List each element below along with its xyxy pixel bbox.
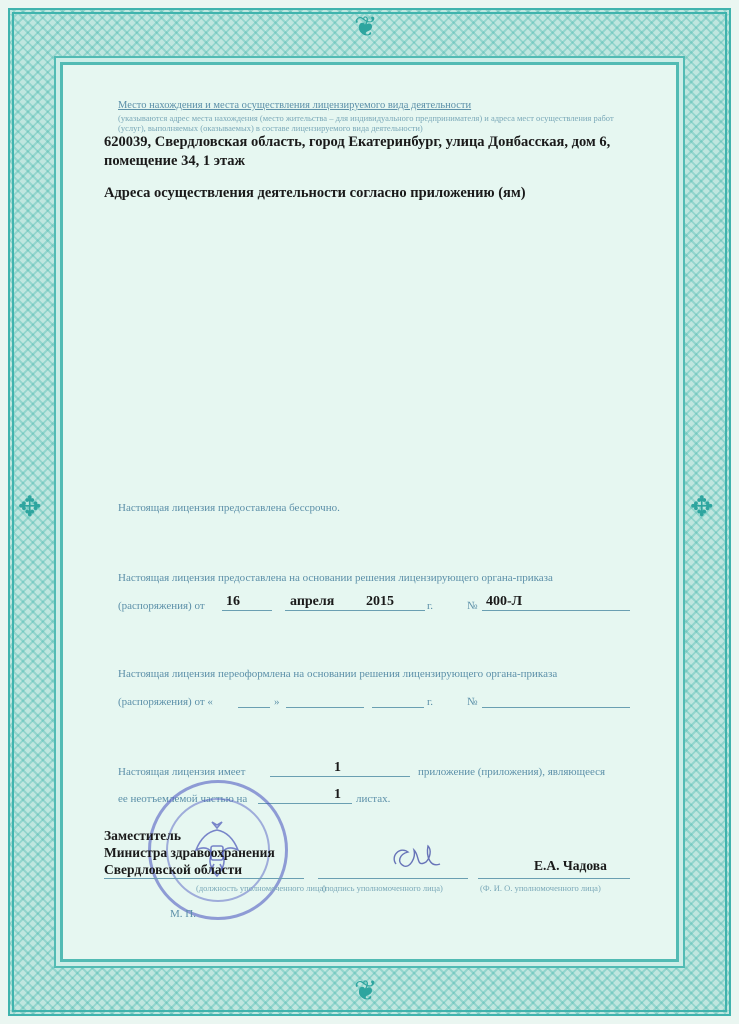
caption-name: (Ф. И. О. уполномоченного лица) (480, 883, 601, 893)
basis-month: апреля (290, 594, 335, 609)
signatory-title-1: Заместитель (104, 828, 181, 843)
signatory-name: Е.А. Чадова (534, 858, 607, 873)
basis-day: 16 (226, 594, 240, 609)
address-line-2: помещение 34, 1 этаж (104, 153, 246, 169)
signatory-title-2: Министра здравоохранения (104, 845, 275, 860)
basis-year: 2015 (366, 594, 394, 609)
term-text: Настоящая лицензия предоставлена бессрочно. (118, 502, 340, 514)
caption-position: (должность уполномоченного лица) (196, 883, 327, 893)
basis-number: 400-Л (486, 594, 523, 609)
location-heading: Место нахождения и места осуществления лицензируемого вида деятельности (118, 100, 472, 111)
basis-year-suffix: г. (427, 600, 434, 612)
bottom-ornament-icon: ❦ (354, 976, 378, 1007)
top-ornament-icon: ❦ (354, 12, 378, 43)
caption-signature: (подпись уполномоченного лица) (322, 883, 443, 893)
annex-line-2-prefix: ее неотъемлемой частью на (118, 793, 248, 805)
reissue-year-suffix: г. (427, 696, 434, 708)
annex-note: Адреса осуществления деятельности согласно приложению (ям) (104, 185, 526, 201)
left-ornament-icon: ✥ (18, 492, 42, 523)
annex-sheets: 1 (334, 787, 341, 802)
address-line-1: 620039, Свердловская область, город Екатеринбург, улица Донбасская, дом 6, (104, 134, 611, 150)
signatory-title-3: Свердловской области (104, 862, 243, 877)
reissue-line-1: Настоящая лицензия переоформлена на основании решения лицензирующего органа-приказа (118, 668, 558, 680)
annex-line-1-prefix: Настоящая лицензия имеет (118, 766, 246, 778)
basis-line-1: Настоящая лицензия предоставлена на основании решения лицензирующего органа-приказа (118, 572, 553, 584)
basis-prefix: (распоряжения) от (118, 600, 205, 612)
location-hint: (указываются адрес места нахождения (место жительства – для индивидуального предпринимателя) и адреса мест осуществления работ (услуг), выполняемых (оказываемых) в составе лицензируемого вида деятельности) (118, 113, 614, 133)
annex-line-2-suffix: листах. (356, 793, 391, 805)
annex-line-1-suffix: приложение (приложения), являющееся (418, 766, 606, 778)
handwritten-signature (386, 838, 448, 878)
basis-number-sign: № (467, 600, 478, 612)
reissue-quote-close: » (274, 696, 280, 708)
annex-count: 1 (334, 760, 341, 775)
seal-mark: М. П. (170, 908, 196, 920)
right-ornament-icon: ✥ (690, 492, 714, 523)
reissue-prefix: (распоряжения) от « (118, 696, 213, 708)
reissue-number-sign: № (467, 696, 478, 708)
